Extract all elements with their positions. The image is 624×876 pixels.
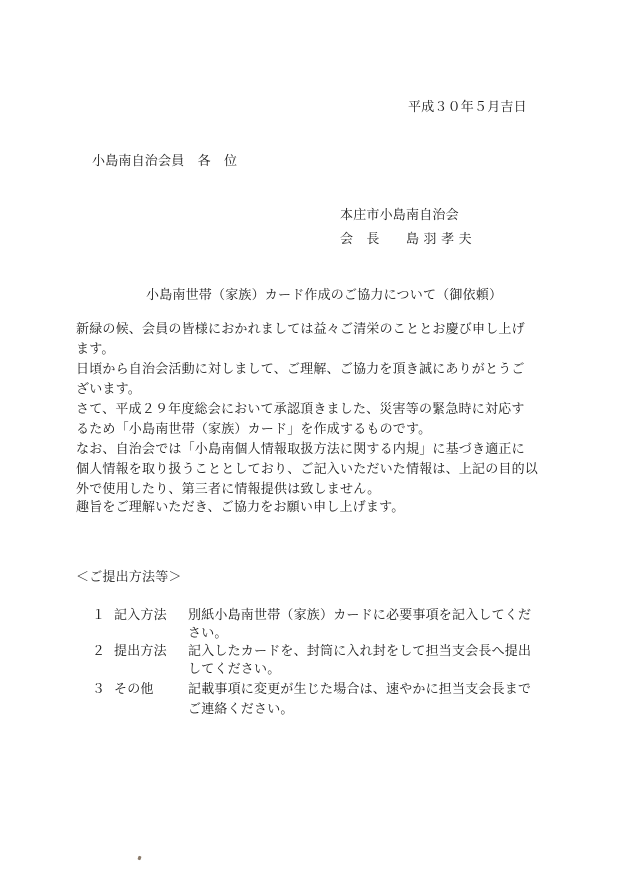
item-number: ３ <box>92 682 106 697</box>
body-line: 外で使用したり、第三者に情報提供は致しません。 <box>76 482 381 497</box>
body-line: 個人情報を取り扱うこととしており、ご記入いただいた情報は、上記の目的以 <box>76 462 539 477</box>
body-line: ざいます。 <box>76 382 141 397</box>
item-text: さい。 <box>188 626 228 641</box>
body-line: さて、平成２９年度総会において承認頂きました、災害等の緊急時に対応す <box>76 402 525 417</box>
section-heading: ＜ご提出方法等＞ <box>76 570 182 585</box>
sender-chairman: 会 長 島 羽 孝 夫 <box>340 232 472 247</box>
body-line: 日頃から自治会活動に対しまして、ご理解、ご協力を頂き誠にありがとうご <box>76 362 525 377</box>
body-line: 新緑の候、会員の皆様におかれましては益々ご清栄のこととお慶び申し上げ <box>76 322 525 337</box>
item-text: 記載事項に変更が生じた場合は、速やかに担当支会長まで <box>188 682 532 697</box>
item-text: 記入したカードを、封筒に入れ封をして担当支会長へ提出 <box>188 644 532 659</box>
sender-organization: 本庄市小島南自治会 <box>340 208 459 223</box>
item-number: ２ <box>92 644 106 659</box>
document-date: 平成３０年５月吉日 <box>408 100 527 115</box>
scan-speck <box>137 856 141 861</box>
body-line: なお、自治会では「小島南個人情報取扱方法に関する内規」に基づき適正に <box>76 442 525 457</box>
item-label: その他 <box>114 682 154 697</box>
document-title: 小島南世帯（家族）カード作成のご協力について（御依頼） <box>146 288 503 303</box>
item-number: １ <box>92 608 106 623</box>
item-label: 記入方法 <box>114 608 167 623</box>
addressee: 小島南自治会員 各 位 <box>92 154 238 169</box>
body-line: ます。 <box>76 342 115 357</box>
item-text: 別紙小島南世帯（家族）カードに必要事項を記入してくだ <box>188 608 532 623</box>
body-line: るため「小島南世帯（家族）カード」を作成するものです。 <box>76 422 432 437</box>
item-text: ご連絡ください。 <box>188 702 294 717</box>
body-line: 趣旨をご理解いただき、ご協力をお願い申し上げます。 <box>76 500 405 515</box>
item-text: してください。 <box>188 662 281 677</box>
item-label: 提出方法 <box>114 644 167 659</box>
